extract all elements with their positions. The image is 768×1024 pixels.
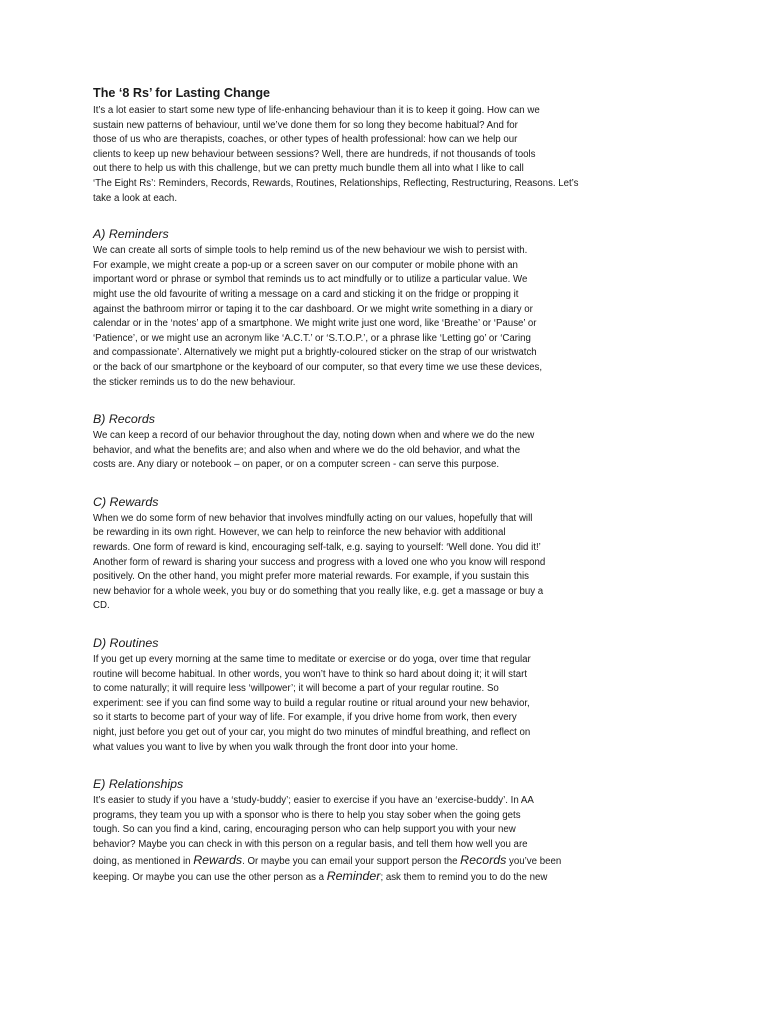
section-routines: [93, 635, 618, 755]
section-body: [93, 794, 618, 886]
section-body: When we do some form of new behavior that involves mindfully acting on our values, hopefully that will be rewarding in its own right. However, we can help to reinforce the new behavior with additional rewards. One form of reward is kind, encouraging self-talk, e.g. saying to yourself: ‘Well done. You did it!’ Another form of reward is sharing your success and progress with a loved one who you know will respond positively. On the other hand, you might prefer more material rewards. For example, if you sustain this new behavior for a whole week, you buy or do something that you really like, e.g. get a massage or buy a CD.: [93, 512, 546, 612]
inline-reference-rewards: Rewards: [193, 852, 243, 867]
section-heading: D) Routines: [93, 636, 159, 651]
body-text: It’s easier to study if you have a ‘study-buddy’; easier to exercise if you have an ‘exercise-buddy’. In AA programs, they team you up with a sponsor who is there to help you stay sober when the going gets tough. So can you find a kind, caring, encouraging person who can help support you with your new behavior? Maybe you can check in with this person on a regular basis, and tell them how well you are doing, as mentioned in: [93, 795, 534, 867]
section-records: [93, 411, 618, 473]
section-body: If you get up every morning at the same time to meditate or exercise or do yoga, over time that regular routine will become habitual. In other words, you won’t have to think so hard about doing it; it will start to come naturally; it will require less ‘willpower’; it will become a part of your regular routine. So experiment: see if you can find some way to build a regular routine or ritual around your new behavior, so it starts to become part of your way of life. For example, if you drive home from work, then every night, just before you get out of your car, you might do two minutes of mindful breathing, and reflect on what values you want to live by when you walk through the front door into your home.: [93, 654, 531, 753]
inline-reference-records: Records: [460, 852, 507, 867]
section-relationships: [93, 776, 618, 886]
section-heading: B) Records: [93, 412, 155, 427]
body-text: . Or maybe you can email your support person the: [242, 855, 461, 867]
section-heading: A) Reminders: [93, 227, 169, 242]
intro-paragraph: It’s a lot easier to start some new type of life-enhancing behaviour than it is to keep it going. How can we sustain new patterns of behaviour, until we’ve done them for so long they become habitual? And for those of us who are therapists, coaches, or other types of health professional: how can we help our clients to keep up new behaviour between sessions? Well, there are hundreds, if not thousands of tools out there to help us with this challenge, but we can pretty much bundle them all into what I like to call ‘The Eight Rs’: Reminders, Records, Rewards, Routines, Relationships, Reflecting, Restructuring, Reasons. Let’s take a look at each.: [93, 105, 579, 204]
section-body: We can keep a record of our behavior throughout the day, noting down when and where we do the new behavior, and what the benefits are; and also when and where we do the old behavior, and what the costs are. Any diary or notebook – on paper, or on a computer screen - can serve this purpose.: [93, 430, 535, 471]
section-heading: E) Relationships: [93, 777, 184, 792]
section-reminders: [93, 226, 618, 390]
body-text: you’ve been keeping. Or maybe you can use the other person as a: [93, 855, 562, 884]
section-body: We can create all sorts of simple tools to help remind us of the new behaviour we wish to persist with. For example, we might create a pop-up or a screen saver on our computer or mobile phone with an important word or phrase or symbol that reminds us to act mindfully or to utilize a particular value. We might use the old favourite of writing a message on a card and sticking it on the fridge or propping it against the bathroom mirror or taping it to the car dashboard. Or we might write something in a diary or calendar or in the ‘notes’ app of a smartphone. We might write just one word, like ‘Breathe’ or ‘Pause’ or ‘Patience’, or we might use an acronym like ‘A.C.T.’ or ‘S.T.O.P.’, or a phrase like ‘Letting go’ or ‘Caring and compassionate’. Alternatively we might put a brightly-coloured sticker on the strap of our wristwatch or the back of our smartphone or the keyboard of our computer, so that every time we use these devices, the sticker reminds us to do the new behaviour.: [93, 245, 543, 388]
document-title: The ‘8 Rs’ for Lasting Change: [93, 86, 271, 100]
section-heading: C) Rewards: [93, 494, 159, 509]
inline-reference-reminder: Reminder: [326, 869, 381, 884]
body-text: ; ask them to remind you to do the new: [380, 872, 548, 884]
section-rewards: [93, 494, 618, 614]
